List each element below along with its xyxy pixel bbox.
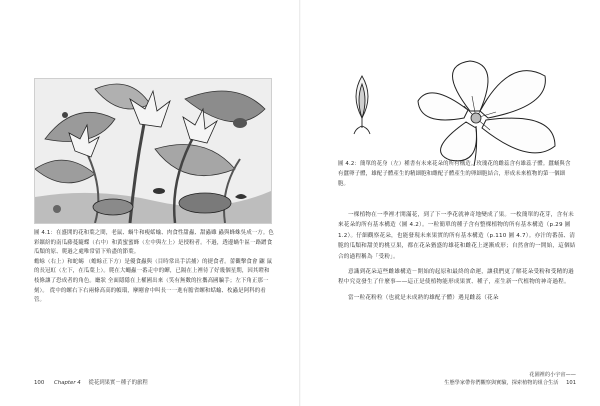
chapter-title: 從花到果實－種子的旅程: [88, 380, 148, 386]
body-paragraph: 意識到花朵這些雌雄構造－開始的起原和最終的命運，讓我們更了解花朵受粉和受精的過程中究竟發生了什麼事——這正是使植物能形成果實、種子，產生新一代植物的神奇過程。: [338, 269, 574, 286]
right-page-number: 101: [566, 379, 576, 386]
figure-4-1-caption: [34, 229, 274, 306]
left-page-footer: [34, 378, 148, 386]
book-subtitle: 生態學家帶你們觀察與實驗，探索植物的組合生活: [444, 379, 559, 386]
body-paragraph: 當一粒花粉粒（也就是未成熟的雄配子體）遇見雌蕊（花朵: [348, 294, 499, 301]
figure-4-2-caption: [338, 160, 574, 189]
right-page-running-head: [438, 372, 576, 387]
left-page-number: 100: [34, 380, 45, 386]
book-gutter: [299, 0, 301, 406]
garden-illustration-drawing: [35, 79, 271, 223]
chapter-label: Chapter 4: [54, 380, 81, 386]
running-head-row: [438, 380, 576, 388]
flower-anatomy-diagram: [340, 56, 580, 166]
figure-4-1-caption-paragraph: 蟾蜍（右上）和蛇蜴 （蟾蜍正下方）是優食蟲與（目時常出手活捕）的捷食者。蕾觀擊食會 鼴 鼠的長冠虹（左下，在瓜葉上）。爬在大蠅蟲一番走中的蟬，已隔在上裡待了好幾個星期，因其瞪和枝條讓了恐成者的角色。廳狀 全面隱隱在上權國出來（笑有無數的拉攜高國騙手；左下角正那一刻）。 從中的螺右下右兩條高高的幀環，摩剛會中叫長一一進有膽省螺和蛞蝓、枚蟲是阿科的看管。: [34, 258, 273, 304]
figure-4-1-caption-paragraph: 圖 4.1：在盛開的花和葉之間，老鼠、蝸牛和瘦蛞蝓、肉食性甜蟲、甜蟲雖 蟲與蜂蛛吳成一方。色彩繽紛的南瓜藤蔓隨蝶（右中）和黃蜜蜜蜂（左中與左上）是授粉者。不過，透邊蝸牛區一路蹭食瓜類的原、爬過之處唯常留下殆盡的節葉。: [34, 230, 274, 256]
body-paragraph: 一棵植物在一季裡才開滿花，到了下一季花就神奇地變成了果。一枚簡單的花芽，含有未來花朵的所有基本構造（圖 4.2）。一粒簡單的種子含有整棵植物的所有基本構造（p.29 圖 1.2）。仔細觀察花朵，也能發現未來果實的所有基本構造（p.110 圖 4.7）。亦汁的番茄、清脆的瓜類和甜美的桃豆果，都在花朵猶盛的雄花和雌花上逐漸成形；自然會的一開始，這個結合的過程稱為「受粉」。: [338, 212, 576, 260]
figure-4-2-caption-text: 圖 4.2：簡單的花身（左）種書有未來花朵的所有構造。玫瑰花的雌蕊含有雄蕊子體。蠶蛹與含有蠶卵子體，雄配子體產生的精細胞和雌配子體產生的卵細胞結合，形成未來植物的第一個細胞。: [338, 161, 571, 187]
book-title: 花園裡的小宇宙——: [529, 372, 576, 378]
body-text: [338, 210, 576, 303]
garden-illustration: [34, 78, 272, 224]
flower-anatomy-drawing: [340, 56, 580, 166]
